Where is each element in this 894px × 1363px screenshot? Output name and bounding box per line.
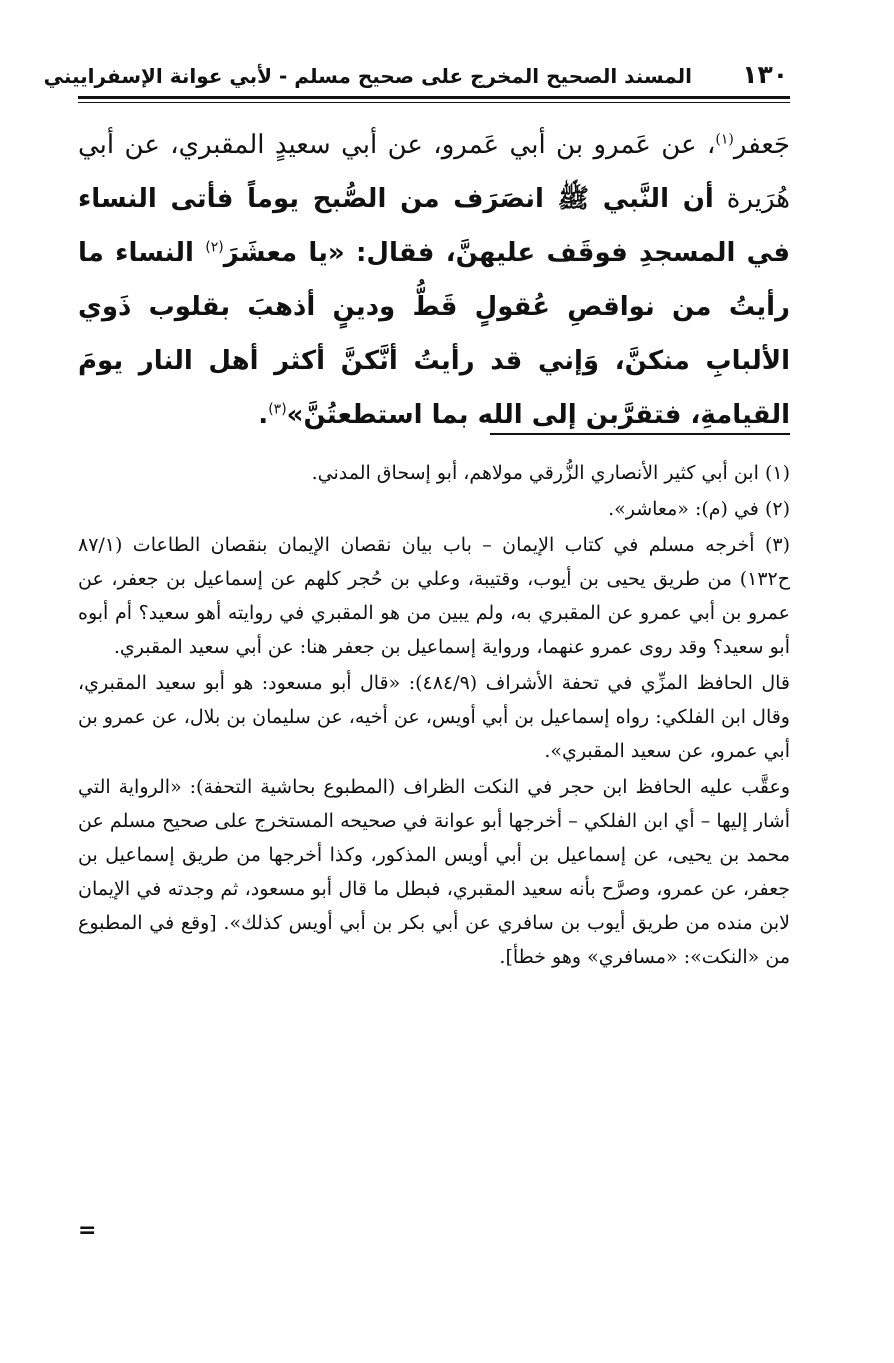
running-title: المسند الصحيح المخرج على صحيح مسلم - لأبي عوانة الإسفراييني <box>43 64 692 88</box>
page-header <box>43 60 790 94</box>
footnote-marker: (٢) <box>764 498 790 520</box>
footnote-ref-3[interactable]: (٣) <box>268 401 287 418</box>
footnote-text: في (م): «معاشر». <box>608 498 759 520</box>
footnote-3-paragraph <box>78 528 790 664</box>
header-rule-thick <box>78 96 790 99</box>
footnotes <box>78 456 790 976</box>
narrator-chain: جَعفر$^{(١)}$، عن عَمرو بن أبي عَمرو، عن أبي سعيدٍ المقبري، عن أبي هُرَيرة <box>78 130 790 214</box>
page-number: ١٣٠ <box>742 60 788 89</box>
footnote-text: أخرجه مسلم في كتاب الإيمان – باب بيان نقصان الإيمان بنقصان الطاعات (٨٧/١ ح١٣٢) من طريق يحيى بن أيوب، وقتيبة، وعلي بن حُجر كلهم عن إسماعيل بن جعفر، عن عمرو بن أبي عمرو عن المقبري به، ولم يبين من هو المقبري في روايته أهو سعيد؟ أم أبوه أبو سعيد؟ وقد روى عمرو عنهما، ورواية إسماعيل بن جعفر هنا: عن أبي سعيد المقبري. <box>78 534 790 658</box>
footnote-2 <box>78 492 790 526</box>
footnote-separator <box>490 433 790 435</box>
header-rule-thin <box>78 102 790 103</box>
footnote-3-paragraph: وعقَّب عليه الحافظ ابن حجر في النكت الظراف (المطبوع بحاشية التحفة): «الرواية التي أشار إليها – أي ابن الفلكي – أخرجها أبو عوانة في صحيحه المستخرج على صحيح مسلم عن محمد بن يحيى، عن إسماعيل بن أبي أويس المذكور، وكذا أخرجها من طريق إسماعيل بن جعفر، عن عمرو، وصرَّح بأنه سعيد المقبري، فبطل ما قال أبو مسعود، ثم وجدته في الإيمان لابن منده من طريق أيوب بن سافري عن أبي بكر بن أبي أويس كذلك». [وقع في المطبوع من «النكت»: «مسافري» وهو خطأ]. <box>78 776 790 968</box>
hadith-matn: أن النَّبي ﷺ انصَرَف من الصُّبح يوماً فأتى النساء في المسجدِ فوقَف عليهنَّ، فقال: «يا معشَرَ$^{(٢)}$ النساء ما رأيتُ من نواقصِ عُقولٍ قَطُّ ودينٍ أذهبَ بقلوب ذَوي الألبابِ منكنَّ، وَإني قد رأيتُ أنَّكنَّ أكثر أهل النار يومَ القيامةِ، فتقرَّبن إلى الله بما استطعتُنَّ» <box>78 184 790 430</box>
footnote-marker: (١) <box>764 462 790 484</box>
footnote-3-paragraph: قال الحافظ المزِّي في تحفة الأشراف (٤٨٤/٩): «قال أبو مسعود: هو أبو سعيد المقبري، وقال ابن الفلكي: رواه إسماعيل بن أبي أويس، عن أخيه، عن سليمان بن بلال، عن عمرو بن أبي عمرو، عن سعيد المقبري». <box>78 672 790 762</box>
continuation-mark: = <box>78 1218 97 1243</box>
footnote-3 <box>78 528 790 974</box>
footnote-text: ابن أبي كثير الأنصاري الزُّرقي مولاهم، أبو إسحاق المدني. <box>311 462 759 484</box>
hadith-text <box>78 118 790 442</box>
footnote-marker: (٣) <box>764 534 790 556</box>
footnote-ref-2[interactable]: (٢) <box>205 239 224 256</box>
footnote-ref-1[interactable]: (١) <box>715 131 734 148</box>
footnote-1 <box>78 456 790 490</box>
final-period: . <box>258 400 269 430</box>
